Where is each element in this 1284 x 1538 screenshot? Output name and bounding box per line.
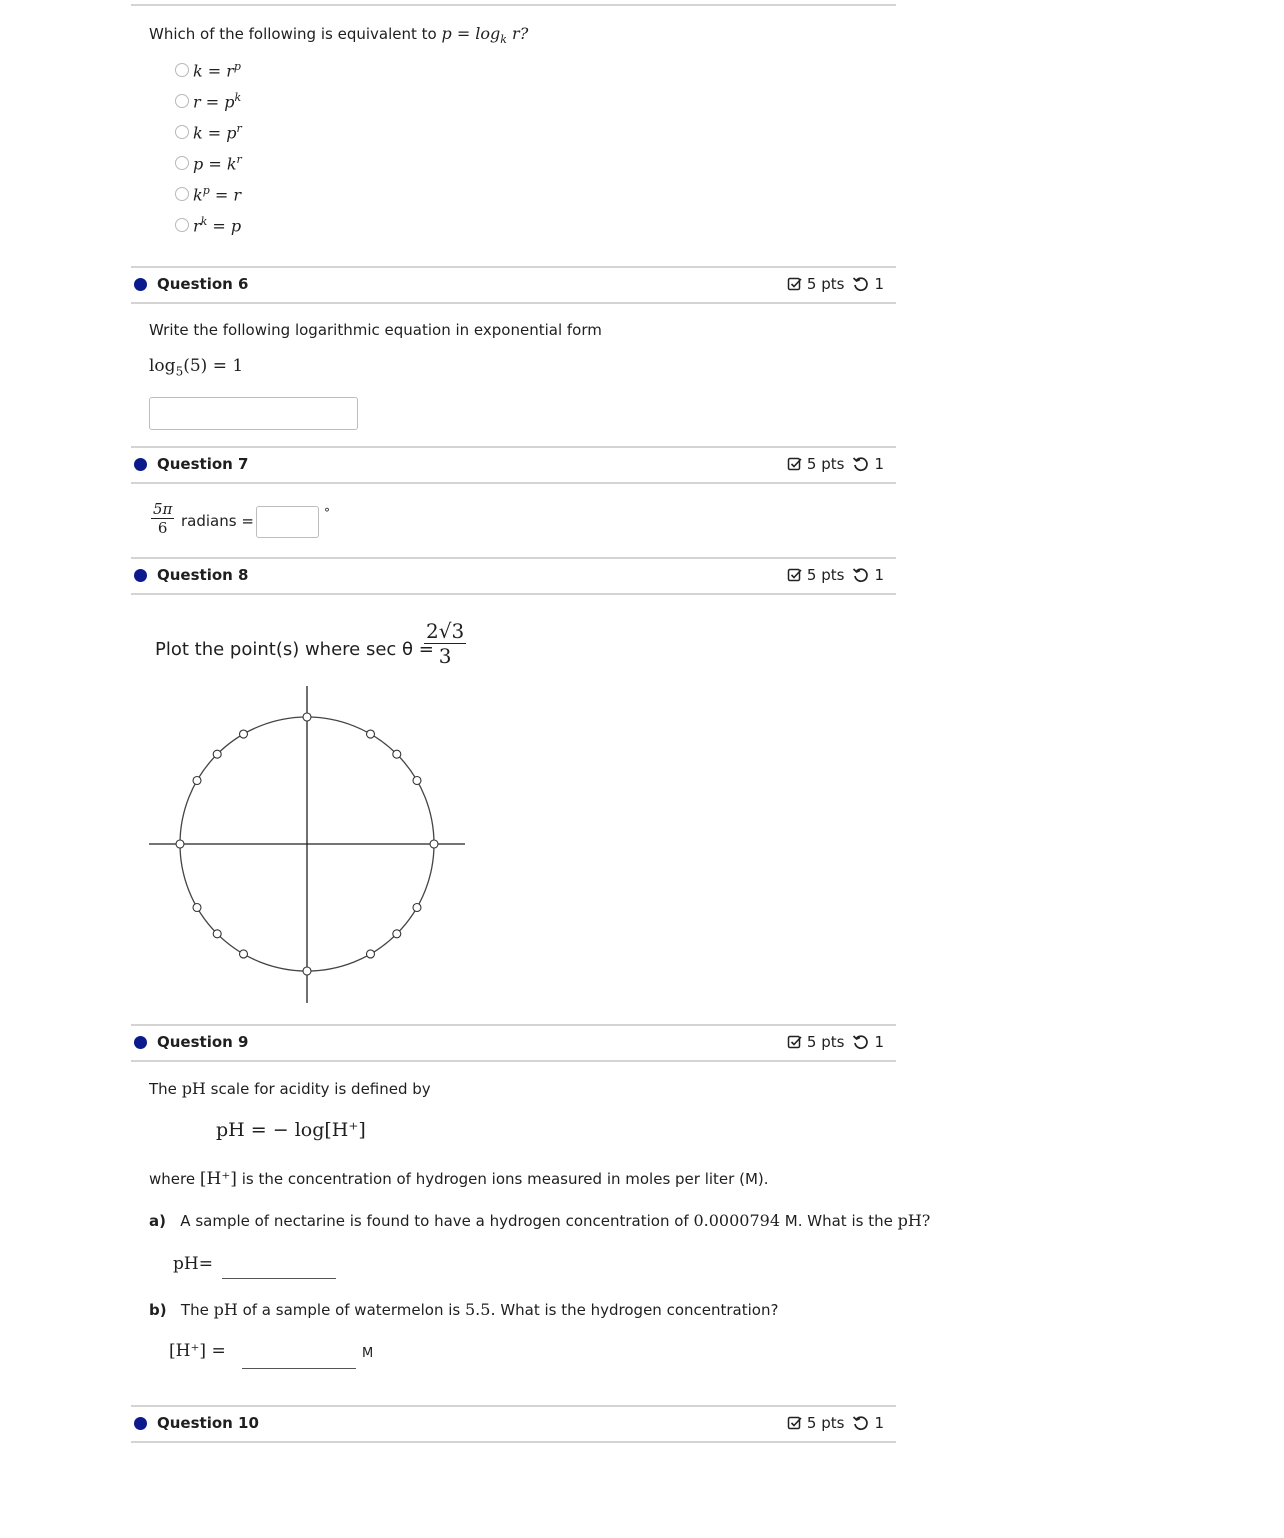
q9-where-a: where <box>149 1170 196 1188</box>
q9-formula: pH = − log[H⁺] <box>216 1119 366 1141</box>
unit-circle-point-180[interactable] <box>176 840 184 848</box>
q10-header <box>131 1407 896 1441</box>
unit-circle-point-210[interactable] <box>193 904 201 912</box>
question-status-dot <box>134 1417 147 1430</box>
unit-circle-point-30[interactable] <box>413 777 421 785</box>
radio-button[interactable] <box>175 156 189 170</box>
unit-circle-point-315[interactable] <box>393 930 401 938</box>
radio-button[interactable] <box>175 63 189 77</box>
checkbox-edit-icon <box>787 1034 803 1050</box>
q8-header <box>131 559 896 593</box>
q6-answer-input[interactable] <box>149 397 358 430</box>
q5-option-label: $k^p = r$ <box>193 184 241 205</box>
q9b-question <box>149 1300 778 1319</box>
q7-header <box>131 448 896 482</box>
q9b-value: 5.5. <box>465 1300 496 1319</box>
retry-icon[interactable] <box>852 456 870 472</box>
q7-answer-input[interactable] <box>256 506 319 538</box>
q9a-ph: pH? <box>897 1211 931 1230</box>
q6-eq-rest: (5) = 1 <box>183 356 244 376</box>
q9a-text2: M. What is the <box>784 1212 893 1230</box>
q9-title: Question 9 <box>157 1033 249 1051</box>
q7-bottom-rule <box>131 482 896 484</box>
unit-circle-point-90[interactable] <box>303 713 311 721</box>
q10-retries: 1 <box>874 1414 884 1432</box>
q8-points-label: 5 pts <box>806 566 845 584</box>
q9b-text2: of a sample of watermelon is <box>242 1301 461 1319</box>
q9b-ph: pH <box>213 1300 238 1319</box>
q10-points-label: 5 pts <box>806 1414 845 1432</box>
unit-circle-point-0[interactable] <box>430 840 438 848</box>
q5-option-label: $r = p^k$ <box>193 91 242 112</box>
q7-fraction <box>151 500 174 537</box>
q8-numerator: 2√3 <box>426 619 465 643</box>
q5-prompt-end: r? <box>506 24 529 43</box>
q6-points <box>787 275 884 293</box>
question-status-dot <box>134 278 147 291</box>
q7-retries: 1 <box>874 455 884 473</box>
q8-points <box>787 566 884 584</box>
q6-prompt: Write the following logarithmic equation in exponential form <box>149 321 602 339</box>
q9-header <box>131 1026 896 1060</box>
q9-retries: 1 <box>874 1033 884 1051</box>
unit-circle-point-60[interactable] <box>367 730 375 738</box>
q9-intro <box>149 1079 431 1098</box>
q8-denominator: 3 <box>438 644 452 668</box>
q8-retries: 1 <box>874 566 884 584</box>
q9-intro-ph: pH <box>181 1079 206 1098</box>
question-status-dot <box>134 569 147 582</box>
q9-points-label: 5 pts <box>806 1033 845 1051</box>
q9a-question <box>149 1211 930 1230</box>
q5-option-label: $p = k^r$ <box>193 153 242 174</box>
q6-header <box>131 268 896 302</box>
q6-bottom-rule <box>131 302 896 304</box>
retry-icon[interactable] <box>852 276 870 292</box>
q5-prompt-math: p = log <box>441 24 501 43</box>
q7-title: Question 7 <box>157 455 249 473</box>
unit-circle-point-120[interactable] <box>240 730 248 738</box>
q9a-label: a) <box>149 1212 166 1230</box>
unit-circle-point-240[interactable] <box>240 950 248 958</box>
q5-option-label: $k = r^p$ <box>193 60 241 81</box>
q9-bottom-rule <box>131 1060 896 1062</box>
q9a-input-label: pH= <box>173 1254 213 1274</box>
top-divider <box>131 4 896 6</box>
checkbox-edit-icon <box>787 1415 803 1431</box>
q9-intro-a: The <box>149 1080 177 1098</box>
q9-where-h: [H⁺] <box>199 1169 237 1189</box>
q5-prompt <box>149 24 528 46</box>
unit-circle-point-225[interactable] <box>213 930 221 938</box>
q9b-text3: What is the hydrogen concentration? <box>500 1301 779 1319</box>
q9b-unit: M <box>362 1346 374 1361</box>
q10-bottom-rule <box>131 1441 896 1443</box>
q9-where <box>149 1169 769 1189</box>
unit-circle-point-270[interactable] <box>303 967 311 975</box>
q9b-input-label: [H⁺] = <box>169 1341 226 1361</box>
q7-equation <box>151 500 174 537</box>
q9a-text1: A sample of nectarine is found to have a hydrogen concentration of <box>180 1212 689 1230</box>
unit-circle-point-45[interactable] <box>393 750 401 758</box>
q9b-answer-input[interactable] <box>242 1350 356 1369</box>
q7-points <box>787 455 884 473</box>
q8-bottom-rule <box>131 593 896 595</box>
radio-button[interactable] <box>175 94 189 108</box>
q5-prompt-sub: k <box>500 33 507 47</box>
q6-eq-sub: 5 <box>175 364 184 379</box>
q5-prompt-text: Which of the following is equivalent to <box>149 25 437 43</box>
q6-eq-log: log <box>149 356 176 376</box>
q5-option-label: $k = p^r$ <box>193 122 242 143</box>
unit-circle-point-150[interactable] <box>193 777 201 785</box>
q8-fraction <box>424 619 466 668</box>
question-status-dot <box>134 1036 147 1049</box>
q7-label: radians = <box>181 512 254 530</box>
q6-title: Question 6 <box>157 275 249 293</box>
q9-where-b: is the concentration of hydrogen ions measured in moles per liter (M). <box>241 1170 769 1188</box>
unit-circle-point-300[interactable] <box>367 950 375 958</box>
unit-circle-point-330[interactable] <box>413 904 421 912</box>
q9b-text1: The <box>180 1301 209 1319</box>
checkbox-edit-icon <box>787 276 803 292</box>
q9-points <box>787 1033 884 1051</box>
radio-button[interactable] <box>175 187 189 201</box>
q7-numerator: 5π <box>153 500 173 518</box>
unit-circle-graph[interactable] <box>140 680 480 1010</box>
q7-degree-symbol: ° <box>324 506 330 520</box>
q8-prompt: Plot the point(s) where sec θ = <box>155 639 434 660</box>
q6-equation <box>149 356 243 378</box>
q10-title: Question 10 <box>157 1414 259 1432</box>
checkbox-edit-icon <box>787 567 803 583</box>
retry-icon[interactable] <box>852 1034 870 1050</box>
q9-intro-b: scale for acidity is defined by <box>210 1080 431 1098</box>
radio-button[interactable] <box>175 218 189 232</box>
q9a-answer-input[interactable] <box>222 1260 336 1279</box>
question-status-dot <box>134 458 147 471</box>
q9b-label: b) <box>149 1301 167 1319</box>
q7-points-label: 5 pts <box>806 455 845 473</box>
unit-circle-point-135[interactable] <box>213 750 221 758</box>
q6-points-label: 5 pts <box>806 275 845 293</box>
retry-icon[interactable] <box>852 1415 870 1431</box>
q9a-value: 0.0000794 <box>693 1211 780 1230</box>
q7-denominator: 6 <box>157 519 168 537</box>
q6-retries: 1 <box>874 275 884 293</box>
q10-points <box>787 1414 884 1432</box>
checkbox-edit-icon <box>787 456 803 472</box>
radio-button[interactable] <box>175 125 189 139</box>
q8-title: Question 8 <box>157 566 249 584</box>
q5-option-label: $r^k = p$ <box>193 215 242 236</box>
retry-icon[interactable] <box>852 567 870 583</box>
